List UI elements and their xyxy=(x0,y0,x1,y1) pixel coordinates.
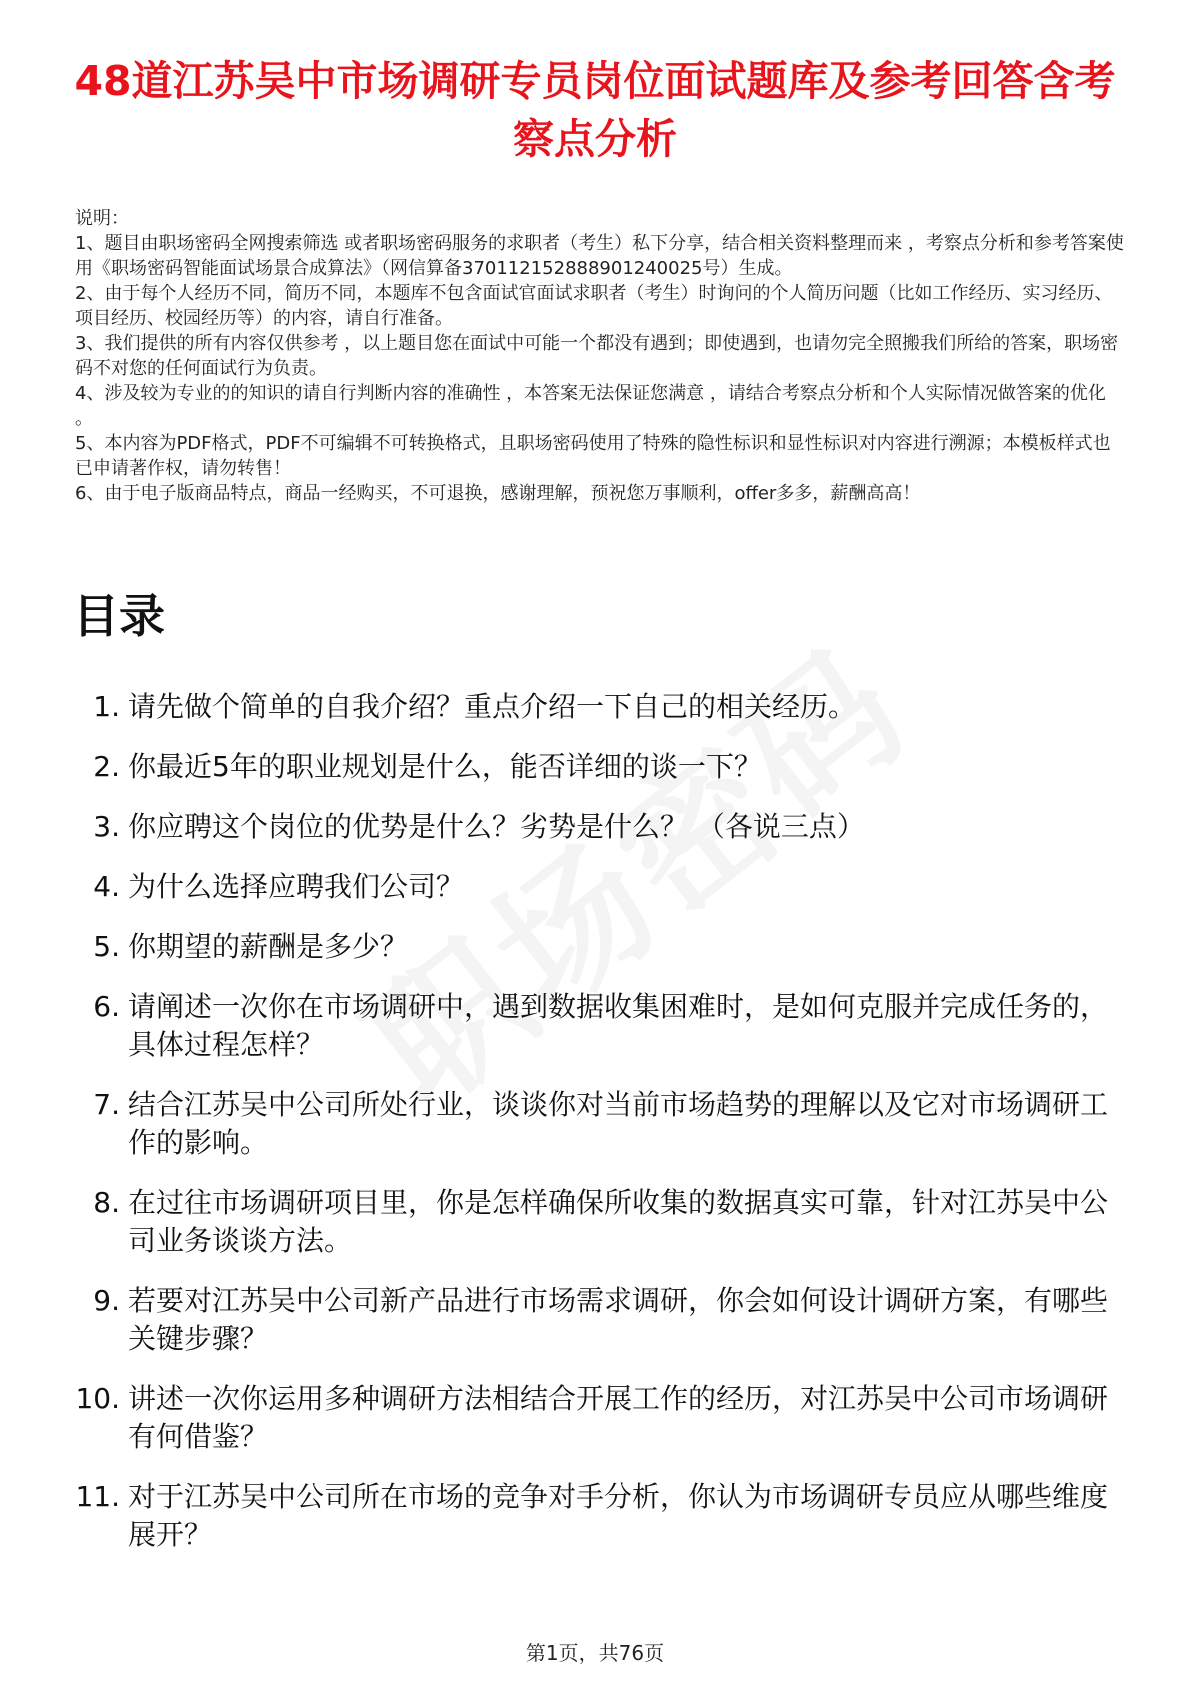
page-footer: 第1页，共76页 xyxy=(525,1641,665,1665)
toc-item[interactable] xyxy=(62,1184,1122,1260)
toc-item-number: 4. xyxy=(93,870,120,903)
toc-item-text: 你应聘这个岗位的优势是什么？劣势是什么？ （各说三点） xyxy=(128,810,865,843)
toc-item-number: 9. xyxy=(93,1284,120,1317)
toc-item-number: 6. xyxy=(93,990,120,1023)
toc-item[interactable] xyxy=(62,688,1122,726)
notes-item: 5、本内容为PDF格式，PDF不可编辑不可转换格式，且职场密码使用了特殊的隐性标识和显性标识对内容进行溯源；本模板样式也已申请著作权，请勿转售！ xyxy=(75,433,1111,479)
toc-item-number: 8. xyxy=(93,1186,120,1219)
toc-item[interactable] xyxy=(62,1086,1122,1162)
toc-item-number: 10. xyxy=(75,1382,120,1415)
toc-item-text: 你期望的薪酬是多少？ xyxy=(128,930,409,963)
toc-item[interactable] xyxy=(62,1380,1122,1456)
toc-item[interactable] xyxy=(62,1478,1122,1554)
toc-item-number: 5. xyxy=(93,930,120,963)
toc-item-text: 请阐述一次你在市场调研中，遇到数据收集困难时，是如何克服并完成任务的，具体过程怎样？ xyxy=(128,990,1109,1061)
document-title: 48道江苏吴中市场调研专员岗位面试题库及参考回答含考察点分析 xyxy=(74,57,1116,163)
toc-item-number: 1. xyxy=(93,690,120,723)
notes-item: 1、题目由职场密码全网搜索筛选 或者职场密码服务的求职者（考生）私下分享，结合相关资料整理而来 ，考察点分析和参考答案使用《职场密码智能面试场景合成算法》（网信算备370112152888901240025号）生成。 xyxy=(75,233,1124,279)
toc-item-text: 你最近5年的职业规划是什么，能否详细的谈一下？ xyxy=(128,750,762,783)
toc-item[interactable] xyxy=(62,988,1122,1064)
notes-item: 6、由于电子版商品特点，商品一经购买，不可退换，感谢理解，预祝您万事顺利，offer多多，薪酬高高！ xyxy=(75,483,921,504)
toc-item-text: 为什么选择应聘我们公司？ xyxy=(128,870,465,903)
toc-item-text: 讲述一次你运用多种调研方法相结合开展工作的经历，对江苏吴中公司市场调研有何借鉴？ xyxy=(128,1382,1109,1453)
toc-item-text: 对于江苏吴中公司所在市场的竞争对手分析，你认为市场调研专员应从哪些维度展开？ xyxy=(128,1480,1109,1551)
toc-item-text: 在过往市场调研项目里，你是怎样确保所收集的数据真实可靠，针对江苏吴中公司业务谈谈方法。 xyxy=(128,1186,1109,1257)
toc-item-text: 请先做个简单的自我介绍？重点介绍一下自己的相关经历。 xyxy=(128,690,857,723)
toc-item-text: 若要对江苏吴中公司新产品进行市场需求调研，你会如何设计调研方案，有哪些关键步骤？ xyxy=(128,1284,1109,1355)
notes-item: 3、我们提供的所有内容仅供参考 ，以上题目您在面试中可能一个都没有遇到；即使遇到，也请勿完全照搬我们所给的答案，职场密码不对您的任何面试行为负责。 xyxy=(75,333,1119,379)
notes-heading: 说明： xyxy=(75,208,129,229)
toc-list xyxy=(62,688,1122,1576)
toc-item[interactable] xyxy=(62,868,1122,906)
toc-item[interactable] xyxy=(62,808,1122,846)
notes-section xyxy=(75,206,1125,506)
notes-item: 2、由于每个人经历不同，简历不同，本题库不包含面试官面试求职者（考生）时询问的个人简历问题（比如工作经历、实习经历、项目经历、校园经历等）的内容，请自行准备。 xyxy=(75,283,1113,329)
toc-item[interactable] xyxy=(62,748,1122,786)
notes-item: 4、涉及较为专业的的知识的请自行判断内容的准确性 ，本答案无法保证您满意 ，请结合考察点分析和个人实际情况做答案的优化 。 xyxy=(75,383,1106,429)
toc-item-number: 3. xyxy=(93,810,120,843)
toc-item-number: 2. xyxy=(93,750,120,783)
toc-item[interactable] xyxy=(62,928,1122,966)
toc-heading: 目录 xyxy=(73,589,165,643)
toc-item-number: 11. xyxy=(75,1480,120,1513)
toc-item-text: 结合江苏吴中公司所处行业，谈谈你对当前市场趋势的理解以及它对市场调研工作的影响。 xyxy=(128,1088,1109,1159)
toc-item-number: 7. xyxy=(93,1088,120,1121)
toc-item[interactable] xyxy=(62,1282,1122,1358)
